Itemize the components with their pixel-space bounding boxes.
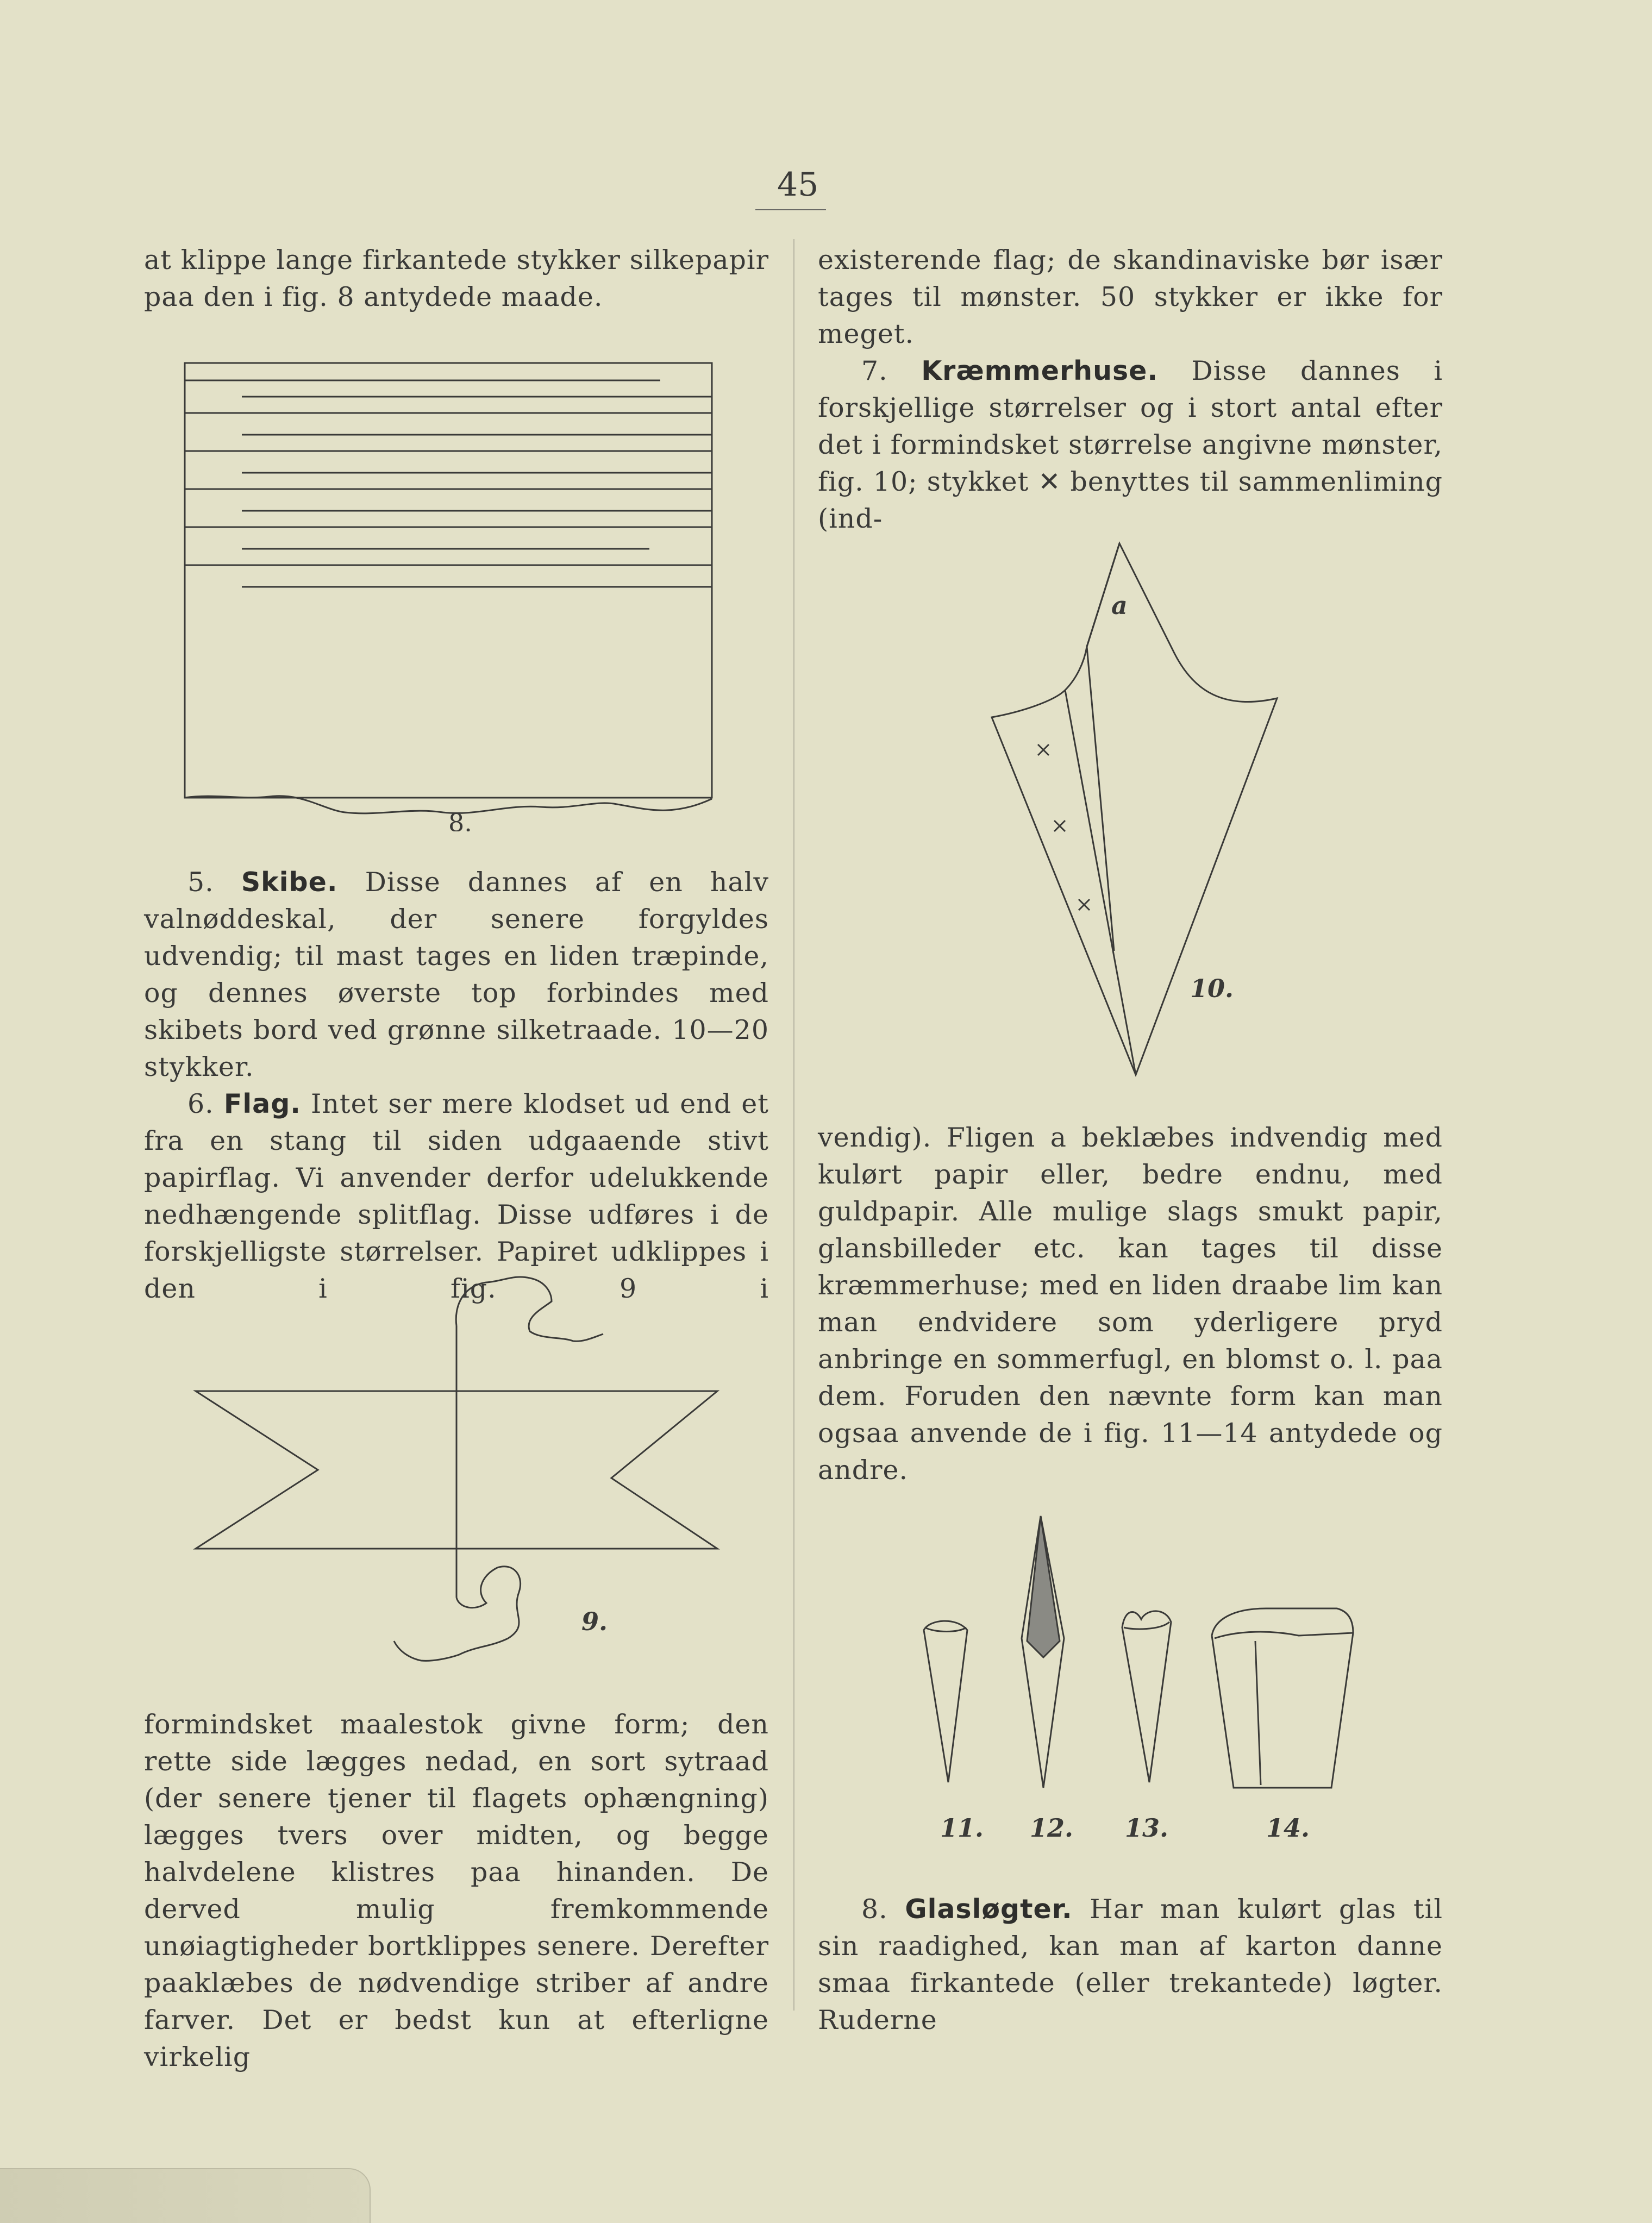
figure-8-drawing: [182, 359, 725, 831]
fig10-mark: [1079, 899, 1090, 910]
glaslogter-heading: Glasløgter.: [905, 1894, 1073, 1925]
para-intro: at klippe lange firkantede stykker silkepapir paa den i fig. 8 antydede maade.: [144, 245, 769, 312]
fig13-cone: [1122, 1611, 1171, 1782]
figures-11-14: [918, 1511, 1364, 1853]
fig8-sheet: [185, 363, 712, 798]
skibe-heading: Skibe.: [241, 867, 338, 898]
fig10-seam-line: [1087, 647, 1114, 951]
para-after-fig10: vendig). Fligen a beklæbes indvendig med kulørt papir eller, bedre endnu, med guldpapir. Alle mulige slags smukt papir, glansbilleder etc. kan tages til disse kræmmerhuse; med en liden draabe lim kan man endvidere som yderligere pryd anbringe en sommerfugl, en blomst o. l. paa dem. Foruden den nævnte form kan man ogsaa anvende de i fig. 11—14 antydede og andre.: [818, 1122, 1443, 1486]
glaslogter-number: 8.: [861, 1894, 888, 1925]
fig14-box: [1212, 1608, 1353, 1788]
kraemmerhuse-heading: Kræmmerhuse.: [921, 355, 1158, 386]
fig13-rim: [1124, 1622, 1169, 1629]
left-column-top: [144, 242, 769, 316]
figure-9-drawing: [193, 1272, 731, 1679]
kraemmerhuse-text: Disse dannes i forskjellige størrelser og i stort antal efter det i formindsket størrelse angivne mønster, fig. 10; stykket: [818, 355, 1443, 497]
fig14-rim: [1215, 1632, 1353, 1638]
section-kraemmerhuse: [818, 353, 1443, 537]
column-divider: [793, 239, 794, 2011]
fig12-label: 12.: [1030, 1813, 1074, 1843]
left-column-bottom: [144, 1706, 769, 2076]
fig14-edge: [1255, 1641, 1261, 1785]
fig13-label: 13.: [1125, 1813, 1169, 1843]
fig10-mark: [1054, 821, 1065, 831]
figure-10-drawing: [989, 538, 1293, 1081]
skibe-text: Disse dannes af en halv valnøddeskal, der senere forgyldes udvendig; til mast tages en liden træpinde, og dennes øverste top forbindes med skibets bord ved grønne silketraade. 10—20 stykker.: [144, 867, 769, 1082]
fig11-label: 11.: [940, 1813, 984, 1843]
section-skibe: [144, 864, 769, 1086]
fig10-overlap-line: [1065, 690, 1136, 1075]
kraemmerhuse-number: 7.: [861, 355, 888, 386]
fig9-thread-top-loop: [456, 1277, 603, 1341]
fig10-part-label: a: [1111, 591, 1128, 620]
cross-mark-icon: ✕: [1038, 466, 1061, 497]
fig11-rim: [925, 1627, 966, 1632]
kraemmerhuse-text-end: benyttes til sammenliming (ind-: [818, 466, 1443, 534]
figure-8: [182, 359, 725, 831]
flag-text: Intet ser mere klodset ud end et fra en stang til siden udgaaende stivt papirflag. Vi anvender derfor udelukkende nedhængende splitflag. Disse udføres i de forskjelligste størrelser. Papiret udklippes i den i fig. 9 i: [144, 1088, 769, 1304]
flag-heading: Flag.: [223, 1088, 301, 1119]
fig8-label: 8.: [448, 808, 472, 831]
left-column-middle: [144, 864, 769, 1307]
glaslogter-text: Har man kulørt glas til sin raadighed, kan man af karton danne smaa firkantede (eller trekantede) løgter. Ruderne: [818, 1894, 1443, 2036]
right-column-middle: [818, 1119, 1443, 1489]
fig14-label: 14.: [1266, 1813, 1310, 1843]
figure-10: [989, 538, 1293, 1081]
right-column-top: [818, 242, 1443, 537]
flag-number: 6.: [187, 1088, 214, 1119]
figure-9: [193, 1272, 731, 1679]
skibe-number: 5.: [187, 867, 214, 898]
fig11-cone: [924, 1621, 967, 1782]
fig10-mark: [1038, 744, 1049, 755]
page-corner-stain: [0, 2168, 371, 2223]
right-column-bottom: [818, 1891, 1443, 2039]
fig10-label: 10.: [1190, 974, 1234, 1003]
page-number-rule: [755, 209, 826, 210]
figures-11-14-drawing: [918, 1511, 1364, 1853]
page-number: 45: [777, 166, 819, 204]
fig10-cone-outline: [992, 543, 1277, 1075]
para-after-fig9: formindsket maalestok givne form; den rette side lægges nedad, en sort sytraad (der senere tjener til flagets ophængning) lægges tvers over midten, og begge halvdelene klistres paa hinanden. De derved mulig fremkommende unøiagtigheder bortklippes senere. Derefter paaklæbes de nødvendige striber af andre farver. Det er bedst kun at efterligne virkelig: [144, 1709, 769, 2072]
para-top: existerende flag; de skandinaviske bør især tages til mønster. 50 stykker er ikke for meget.: [818, 245, 1443, 349]
fig9-label: 9.: [581, 1607, 608, 1636]
section-glaslogter: [818, 1891, 1443, 2039]
